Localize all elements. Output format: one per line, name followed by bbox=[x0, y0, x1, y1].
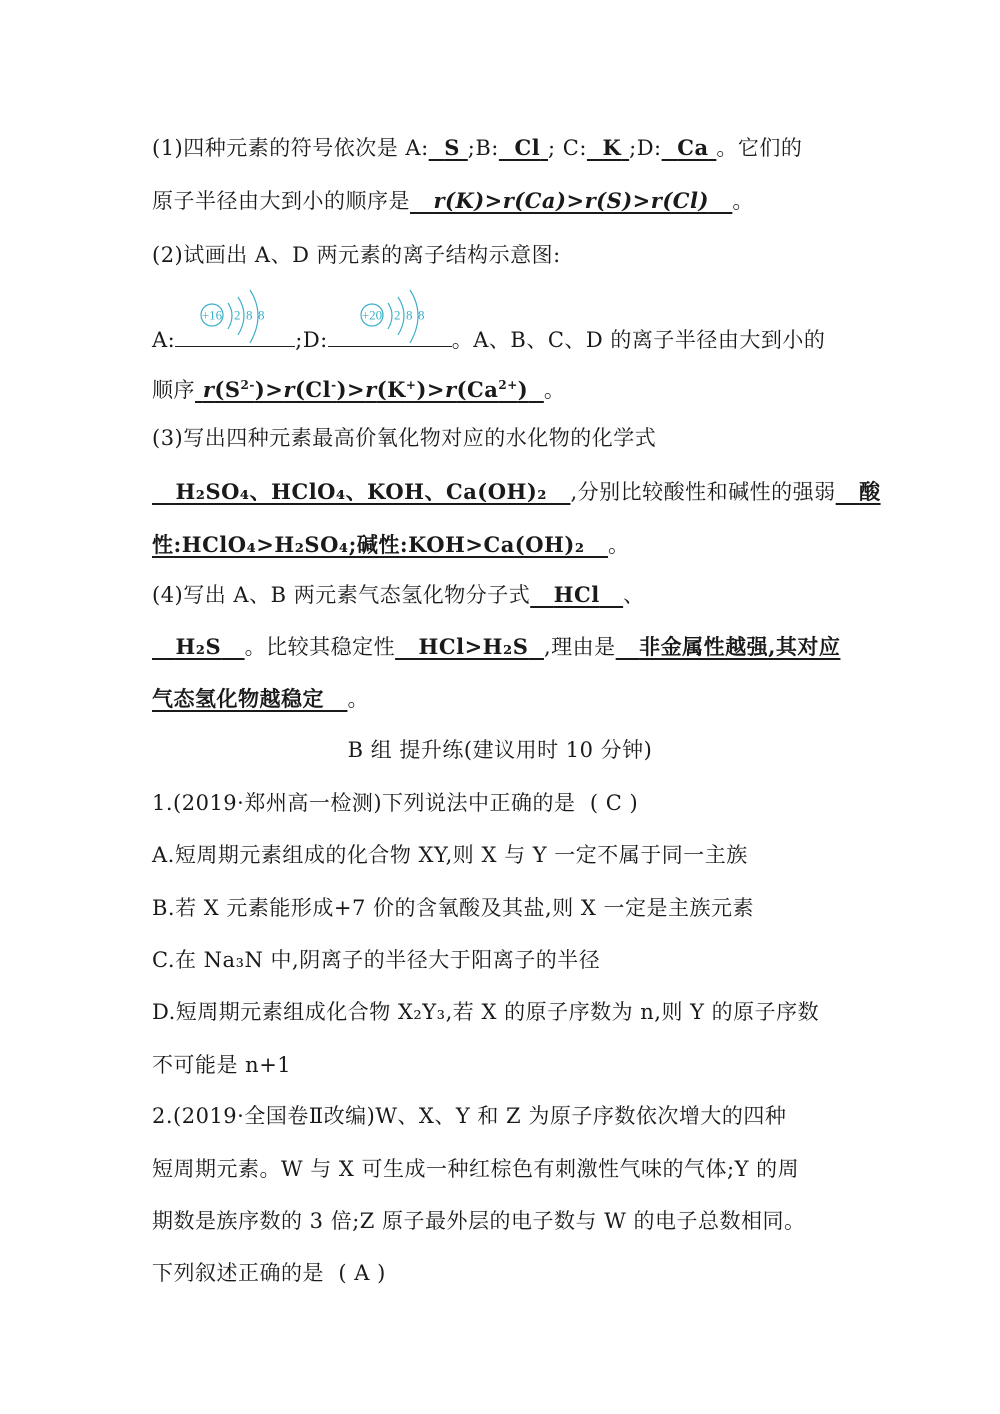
q4-line3 bbox=[152, 684, 369, 714]
q4-line2 bbox=[152, 632, 840, 662]
b1-option-a: A.短周期元素组成的化合物 XY,则 X 与 Y 一定不属于同一主族 bbox=[152, 843, 748, 867]
svg-text:2: 2 bbox=[234, 307, 241, 323]
q3-suffix: 。 bbox=[607, 533, 630, 557]
answer-a: S bbox=[444, 135, 460, 160]
sep-c: ; C: bbox=[548, 136, 587, 160]
section-b-title: B 组 提升练(建议用时 10 分钟) bbox=[347, 738, 653, 762]
q2-prompt: (2)试画出 A、D 两元素的离子结构示意图: bbox=[152, 243, 561, 267]
q3-prompt: (3)写出四种元素最高价氧化物对应的水化物的化学式 bbox=[152, 426, 657, 450]
b2-line3: 期数是族序数的 3 倍;Z 原子最外层的电子数与 W 的电子总数相同。 bbox=[152, 1209, 806, 1233]
b2-line1: 2.(2019·全国卷Ⅱ改编)W、X、Y 和 Z 为原子序数依次增大的四种 bbox=[152, 1104, 787, 1128]
acidity-answer-end: 性:HClO₄>H₂SO₄;碱性:KOH>Ca(OH)₂ bbox=[152, 532, 585, 557]
q3-mid: ,分别比较酸性和碱性的强弱 bbox=[570, 480, 836, 504]
b1-option-c: C.在 Na₃N 中,阴离子的半径大于阳离子的半径 bbox=[152, 948, 601, 972]
order-suffix: 。 bbox=[543, 378, 566, 402]
svg-text:+20: +20 bbox=[361, 307, 383, 323]
q4-prompt-line bbox=[152, 580, 645, 610]
q1-prefix: (1)四种元素的符号依次是 A: bbox=[152, 136, 429, 160]
label-d: ;D: bbox=[295, 328, 328, 352]
sep-b: ;B: bbox=[467, 136, 499, 160]
blank-a bbox=[175, 324, 295, 347]
answer-d: Ca bbox=[677, 135, 709, 160]
q4-mid2: ,理由是 bbox=[544, 635, 616, 659]
b1-option-b: B.若 X 元素能形成+7 价的含氧酸及其盐,则 X 一定是主族元素 bbox=[152, 896, 755, 920]
ionic-radius-order: $r(S^{2-})>r(Cl^-)>r(K^+)>r(Ca^{2+})$ bbox=[202, 377, 529, 402]
reason-end: 气态氢化物越稳定 bbox=[152, 686, 324, 711]
b1-stem-line bbox=[152, 788, 638, 818]
b1-option-d-line2: 不可能是 n+1 bbox=[152, 1053, 292, 1077]
q4-sep: 、 bbox=[623, 583, 645, 607]
b2-line4: 下列叙述正确的是 bbox=[152, 1261, 324, 1285]
svg-text:8: 8 bbox=[406, 307, 413, 323]
atomic-radius-order: r(K)>r(Ca)>r(S)>r(Cl) bbox=[433, 188, 709, 213]
hydride-2: H₂S bbox=[175, 634, 222, 659]
b2-answer: ( A ) bbox=[338, 1261, 386, 1285]
q1-line1 bbox=[152, 133, 802, 163]
q3-line3 bbox=[152, 530, 629, 560]
svg-text:8: 8 bbox=[258, 307, 265, 323]
sep-d: ;D: bbox=[629, 136, 662, 160]
q1-line2-prefix: 原子半径由大到小的顺序是 bbox=[152, 189, 410, 213]
svg-text:8: 8 bbox=[418, 307, 425, 323]
b1-stem: 1.(2019·郑州高一检测)下列说法中正确的是 bbox=[152, 791, 576, 815]
svg-text:2: 2 bbox=[394, 307, 401, 323]
hydride-1: HCl bbox=[553, 582, 600, 607]
b1-option-d-line1: D.短周期元素组成化合物 X₂Y₃,若 X 的原子序数为 n,则 Y 的原子序数 bbox=[152, 1000, 820, 1024]
b1-answer: ( C ) bbox=[589, 791, 639, 815]
hydroxide-formulas: H₂SO₄、HClO₄、KOH、Ca(OH)₂ bbox=[175, 479, 548, 504]
reason-start: 非金属性越强,其对应 bbox=[639, 634, 841, 659]
q2-after-blanks: 。A、B、C、D 的离子半径由大到小的 bbox=[451, 328, 826, 352]
q1-line2 bbox=[152, 186, 754, 216]
b2-line2: 短周期元素。W 与 X 可生成一种红棕色有刺激性气味的气体;Y 的周 bbox=[152, 1157, 800, 1181]
order-prefix: 顺序 bbox=[152, 378, 195, 402]
label-a: A: bbox=[152, 328, 176, 352]
b2-line4-wrap bbox=[152, 1258, 386, 1288]
q1-line2-suffix: 。 bbox=[732, 189, 754, 213]
q3-line2 bbox=[152, 477, 881, 507]
q4-suffix: 。 bbox=[347, 687, 369, 711]
blank-d bbox=[328, 324, 452, 347]
q2-order-line bbox=[152, 370, 565, 405]
answer-b: Cl bbox=[514, 135, 541, 160]
q2-blanks-line bbox=[152, 324, 825, 355]
stability-order: HCl>H₂S bbox=[418, 634, 529, 659]
q4-prompt: (4)写出 A、B 两元素气态氢化物分子式 bbox=[152, 583, 531, 607]
acidity-answer-start: 酸 bbox=[859, 479, 881, 504]
svg-text:8: 8 bbox=[246, 307, 253, 323]
q1-suffix: 。它们的 bbox=[716, 136, 803, 160]
answer-c: K bbox=[602, 135, 622, 160]
q4-mid1: 。比较其稳定性 bbox=[244, 635, 396, 659]
nucleus-label: +16 bbox=[201, 307, 223, 323]
